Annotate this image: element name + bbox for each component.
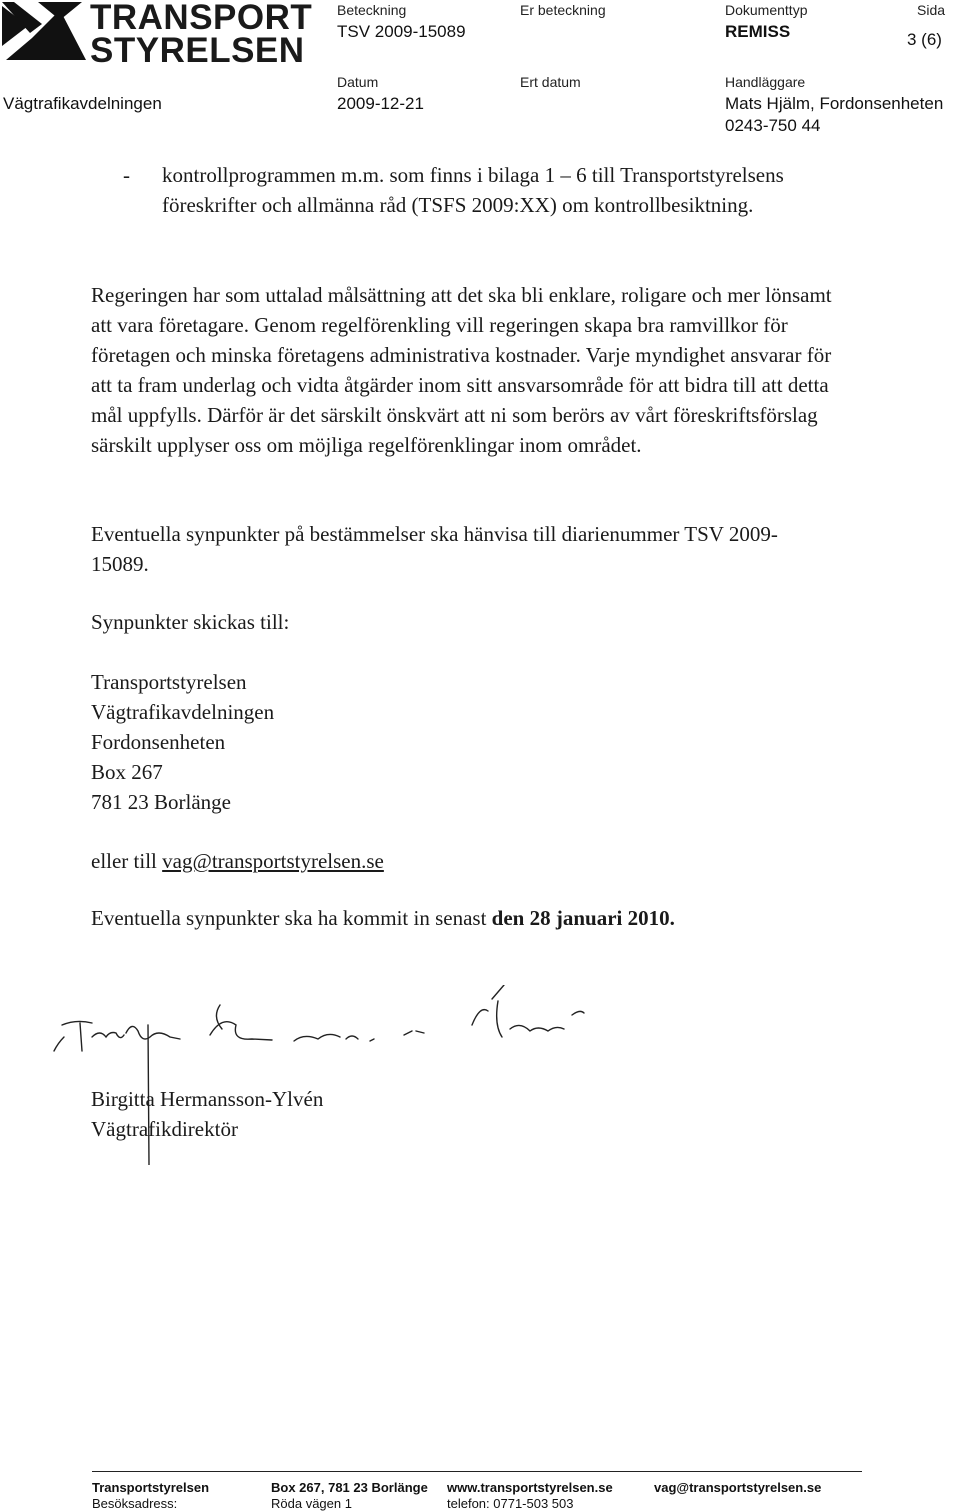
bullet-item-text: kontrollprogrammen m.m. som finns i bilaga 1 – 6 till Transportstyrelsens föreskrifter och allmänna råd (TSFS 2009:XX) om kontrollbesiktning.: [162, 163, 784, 217]
address-line-department: Vägtrafikavdelningen: [91, 700, 275, 724]
postal-address: [91, 667, 851, 817]
footer-postal-address: Box 267, 781 23 Borlänge: [271, 1480, 428, 1495]
logo-text-styrelsen: STYRELSEN: [90, 31, 305, 70]
bullet-dash: -: [123, 163, 130, 187]
footer-email-link[interactable]: vag@transportstyrelsen.se: [654, 1480, 822, 1495]
logo-text-transport: TRANSPORT: [90, 0, 313, 37]
handlaggare-label: Handläggare: [725, 74, 806, 90]
er-beteckning-label: Er beteckning: [520, 2, 606, 18]
address-line-box: Box 267: [91, 760, 163, 784]
sida-value: 3 (6): [907, 30, 942, 49]
email-prefix: eller till: [91, 849, 157, 873]
address-line-postcode: 781 23 Borlänge: [91, 790, 231, 814]
email-line: [91, 846, 851, 876]
beteckning-value: TSV 2009-15089: [337, 22, 466, 41]
datum-value: 2009-12-21: [337, 94, 424, 113]
dokumenttyp-value: REMISS: [725, 22, 791, 41]
footer-visiting-address-label: Besöksadress:: [92, 1496, 178, 1511]
footer-divider: [92, 1471, 862, 1472]
beteckning-label: Beteckning: [337, 2, 407, 18]
datum-label: Datum: [337, 74, 379, 90]
dokumenttyp-label: Dokumenttyp: [725, 2, 808, 18]
address-line-unit: Fordonsenheten: [91, 730, 226, 754]
sida-label: Sida: [917, 2, 946, 18]
ert-datum-label: Ert datum: [520, 74, 581, 90]
send-to-label: Synpunkter skickas till:: [91, 610, 290, 634]
department-name: Vägtrafikavdelningen: [3, 94, 162, 113]
email-link[interactable]: vag@transportstyrelsen.se: [162, 849, 384, 873]
handlaggare-value: Mats Hjälm, Fordonsenheten: [725, 94, 944, 113]
footer-visiting-address: Röda vägen 1: [271, 1496, 352, 1511]
deadline-line: [91, 903, 851, 933]
footer-phone: telefon: 0771-503 503: [447, 1496, 574, 1511]
footer-org-name: Transportstyrelsen: [92, 1480, 210, 1495]
signatory-title: Vägtrafikdirektör: [91, 1117, 238, 1141]
paragraph-diarienummer: Eventuella synpunkter på bestämmelser ska hänvisa till diarienummer TSV 2009-15089.: [91, 522, 778, 576]
paragraph-regelforenkling: Regeringen har som uttalad målsättning att det ska bli enklare, roligare och mer lönsamt att vara företagare. Genom regelförenkling vill regeringen skapa bra ramvillkor för företagen och minska företagens administrativa kostnader. Varje myndighet ansvarar för att ta fram underlag och vidta åtgärder inom sitt ansvarsområde för att bidra till att detta mål uppfylls. Därför är det särskilt önskvärt att ni som berörs av vårt föreskriftsförslag särskilt upplyser oss om möjliga regelförenklingar inom området.: [91, 283, 832, 457]
address-line-org: Transportstyrelsen: [91, 670, 247, 694]
footer-website-link[interactable]: www.transportstyrelsen.se: [447, 1480, 613, 1495]
deadline-date: den 28 januari 2010.: [491, 906, 675, 930]
handlaggare-phone: 0243-750 44: [725, 116, 821, 135]
deadline-prefix: Eventuella synpunkter ska ha kommit in senast: [91, 906, 487, 930]
signatory-name: Birgitta Hermansson-Ylvén: [91, 1087, 324, 1111]
transportstyrelsen-logo-icon: [2, 2, 86, 60]
